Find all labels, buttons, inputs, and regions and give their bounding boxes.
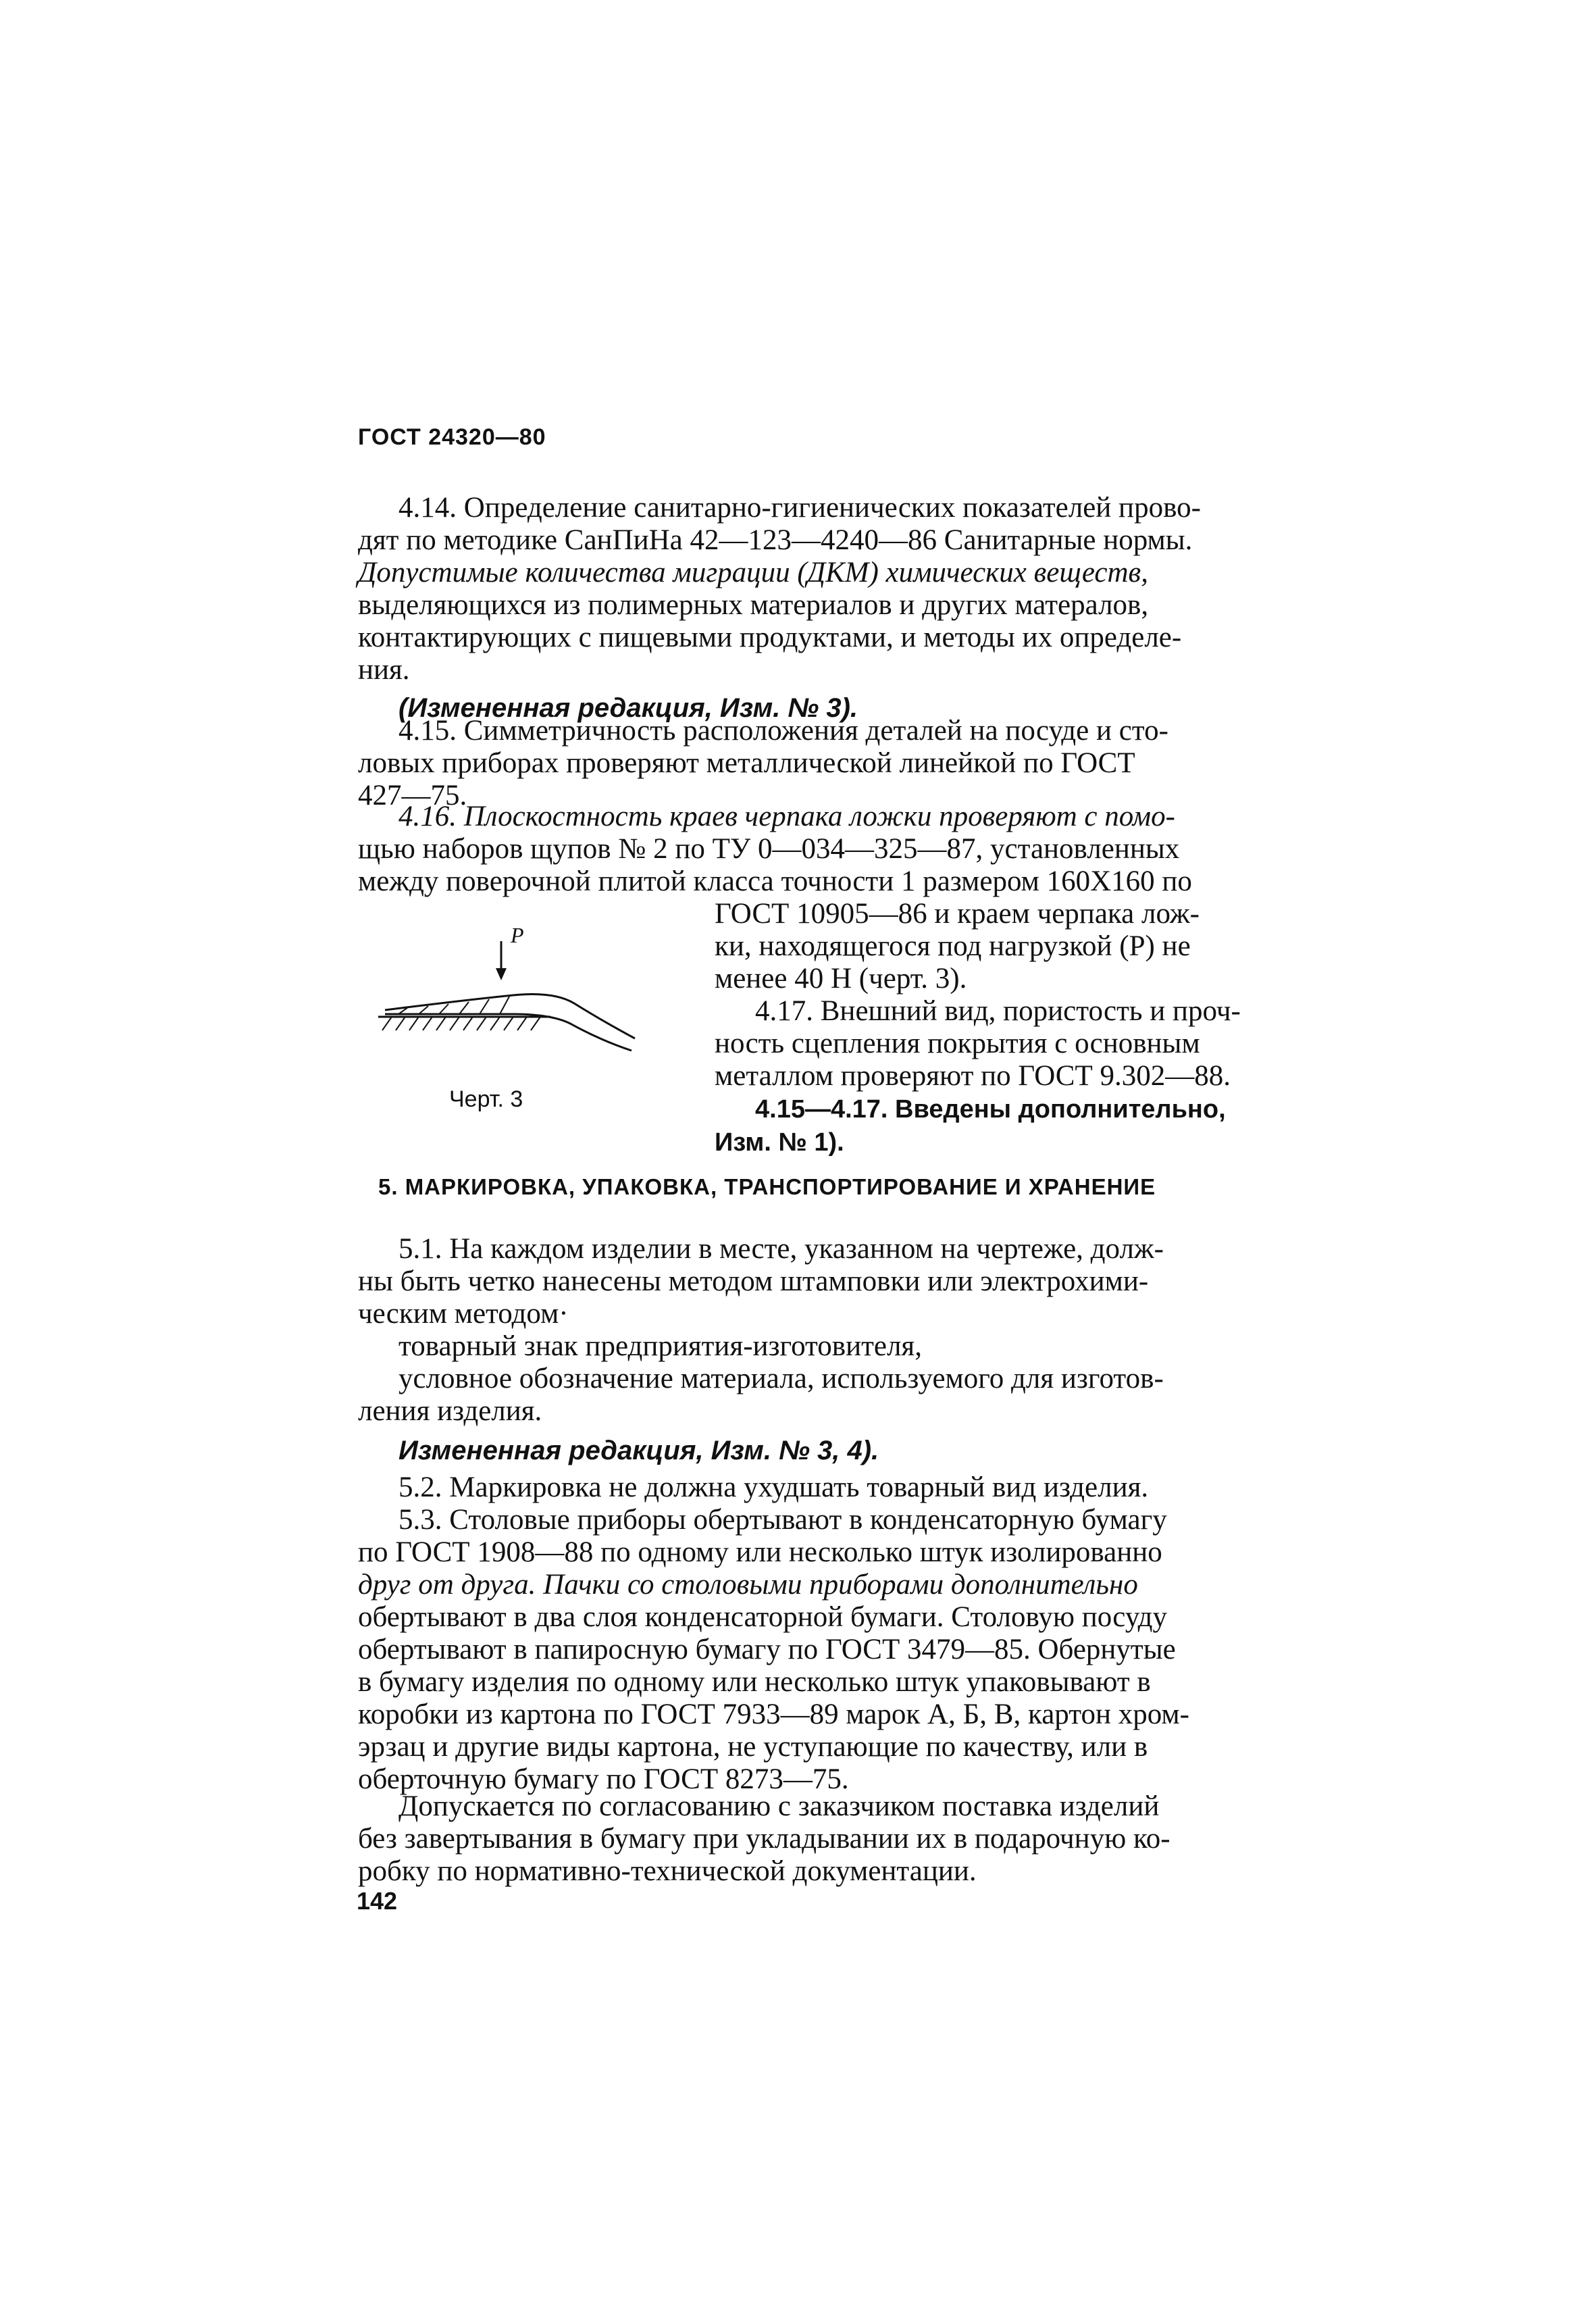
clause-4-16-line: 4.16. Плоскостность краев черпака ложки проверяют с помо-	[398, 801, 1175, 832]
amendment-note: 4.15—4.17. Введены дополнительно,	[755, 1095, 1226, 1124]
clause-4-17-line	[715, 1126, 1290, 1159]
clause-4-16-line: щью наборов щупов № 2 по ТУ 0—034—325—87, установленных	[358, 833, 1180, 865]
clause-4-16-line: ГОСТ 10905—86 и краем черпака лож-	[715, 898, 1200, 930]
section-5-title: 5. МАРКИРОВКА, УПАКОВКА, ТРАНСПОРТИРОВАНИЕ И ХРАНЕНИЕ	[378, 1174, 1156, 1199]
clause-4-17-line: 4.17. Внешний вид, пористость и проч-	[755, 995, 1241, 1027]
clause-4-16	[358, 801, 1290, 898]
clause-4-16-line: ки, находящегося под нагрузкой (P) не	[715, 930, 1191, 962]
plate-hatching	[382, 1017, 540, 1030]
clause-5-1-line: ны быть четко нанесены методом штамповки или электрохими-	[358, 1265, 1149, 1297]
clause-5-2	[358, 1472, 1290, 1504]
clause-5-1	[358, 1233, 1290, 1467]
clause-4-14-line: контактирующих с пищевыми продуктами, и методы их определе-	[358, 622, 1182, 653]
figure-3-drawing	[358, 915, 642, 1091]
clause-5-2-line: 5.2. Маркировка не должна ухудшать товарный вид изделия.	[398, 1472, 1149, 1503]
clause-5-3-line: обертывают в папиросную бумагу по ГОСТ 3479—85. Обернутые	[358, 1634, 1176, 1665]
clause-4-14	[358, 492, 1290, 724]
clause-5-3-line: по ГОСТ 1908—88 по одному или несколько штук изолированно	[358, 1536, 1162, 1568]
amendment-note: Изм. № 1).	[715, 1128, 844, 1157]
clause-5-1-line: ления изделия.	[358, 1395, 542, 1427]
clause-4-15-line: 4.15. Симметричность расположения деталей на посуде и сто-	[398, 715, 1168, 747]
clause-4-16-line: между поверочной плитой класса точности 1 размером 160Х160 по	[358, 865, 1192, 897]
clause-4-14-line: ния.	[358, 654, 410, 686]
clause-5-3-line: в бумагу изделия по одному или несколько штук упаковывают в	[358, 1666, 1151, 1698]
clause-4-15	[358, 715, 1290, 812]
clause-4-17-line: металлом проверяют по ГОСТ 9.302—88.	[715, 1060, 1231, 1092]
clause-5-1-line: ческим методом·	[358, 1298, 569, 1330]
clause-4-14-line: выделяющихся из полимерных материалов и других матералов,	[358, 589, 1149, 621]
clause-4-14-line: дят по методике СанПиНа 42—123—4240—86 Санитарные нормы.	[358, 524, 1193, 556]
page-number: 142	[357, 1887, 398, 1915]
clause-4-16-continued	[715, 898, 1290, 995]
clause-4-17-line	[715, 1092, 1290, 1126]
clause-5-3-line: эрзац и другие виды картона, не уступающие по качеству, или в	[358, 1731, 1148, 1763]
clause-5-3-line: обертывают в два слоя конденсаторной бумаги. Столовую посуду	[358, 1601, 1167, 1633]
clause-5-1-line: условное обозначение материала, используемого для изготов-	[398, 1363, 1164, 1394]
clause-4-15-line: 427—75.	[358, 780, 467, 811]
clause-5-3-line: оберточную бумагу по ГОСТ 8273—75.	[358, 1763, 849, 1795]
spoon-bowl-bottom	[385, 1014, 632, 1051]
clause-5-3-permission-line: без завертывания в бумагу при укладывании их в подарочную ко-	[358, 1823, 1170, 1855]
clause-5-1-line: товарный знак предприятия-изготовителя,	[398, 1330, 922, 1362]
clause-5-3-permission	[358, 1790, 1290, 1888]
clause-5-3-permission-line: робку по нормативно-технической документации.	[358, 1855, 977, 1887]
clause-5-3	[358, 1504, 1290, 1796]
figure-3-caption: Черт. 3	[449, 1086, 523, 1112]
load-label-p: P	[511, 923, 524, 947]
clause-5-3-line: коробки из картона по ГОСТ 7933—89 марок А, Б, В, картон хром-	[358, 1699, 1189, 1730]
clause-5-1-line: 5.1. На каждом изделии в месте, указанном на чертеже, долж-	[398, 1233, 1164, 1265]
clause-5-3-line: друг от друга. Пачки со столовыми приборами дополнительно	[358, 1569, 1138, 1601]
amendment-note: Измененная редакция, Изм. № 3, 4).	[398, 1436, 879, 1465]
clause-4-17	[715, 995, 1290, 1159]
document-header: ГОСТ 24320—80	[358, 424, 546, 450]
clause-4-15-line: ловых приборах проверяют металлической линейкой по ГОСТ	[358, 747, 1135, 779]
clause-5-3-permission-line: Допускается по согласованию с заказчиком поставка изделий	[398, 1790, 1160, 1822]
load-arrow-head	[496, 968, 507, 980]
clause-4-16-line: менее 40 Н (черт. 3).	[715, 963, 967, 995]
clause-5-3-line: 5.3. Столовые приборы обертывают в конденсаторную бумагу	[398, 1504, 1167, 1536]
clause-4-14-line: 4.14. Определение санитарно-гигиенических показателей прово-	[398, 492, 1201, 524]
clause-4-17-line: ность сцепления покрытия с основным	[715, 1028, 1200, 1059]
amendment-note: (Измененная редакция, Изм. № 3).	[398, 693, 858, 723]
clause-4-14-line: Допустимые количества миграции (ДКМ) химических веществ,	[358, 557, 1148, 588]
